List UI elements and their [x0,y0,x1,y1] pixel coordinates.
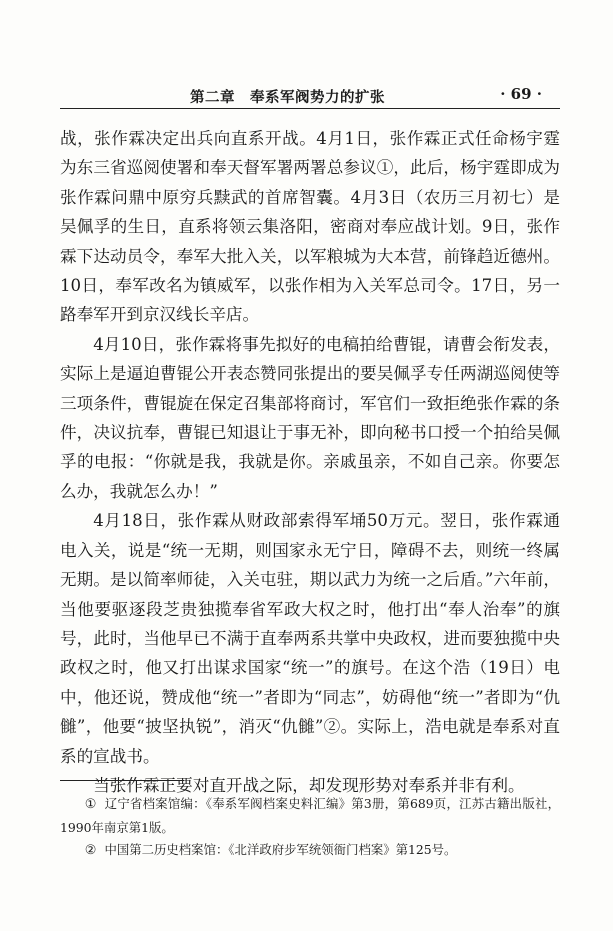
page-number: · 69 · [500,85,542,103]
footnote-2 [60,839,560,863]
paragraph-1: 战，张作霖决定出兵向直系开战。4月1日，张作霖正式任命杨宇霆为东三省巡阅使署和奉天督军署两署总参议①，此后，杨宇霆即成为张作霖问鼎中原穷兵黩武的首席智囊。4月3日（农历三月初七）是吴佩孚的生日，直系将领云集洛阳，密商对奉应战计划。9日，张作霖下达动员令，奉军大批入关，以军粮城为大本营，前锋趋近德州。10日，奉军改名为镇威军，以张作相为入关军总司令。17日，另一路奉军开到京汉线长辛店。 [60,129,560,325]
running-header [60,84,560,109]
footnote-mark: ② [84,843,97,858]
footnote-divider [60,780,184,781]
paragraph-4: 当张作霖正要对直开战之际，却发现形势对奉系并非有利。 [93,775,525,795]
footnote-text: 中国第二历史档案馆：《北洋政府步军统领衙门档案》第125号。 [104,842,457,857]
footnote-text: 辽宁省档案馆编：《奉系军阀档案史料汇编》第3册，第689页，江苏古籍出版社，1990年南京第1版。 [60,796,560,835]
body-text [60,124,560,800]
footnote-1 [60,793,560,839]
paragraph-2: 4月10日，张作霖将事先拟好的电稿拍给曹锟，请曹会衔发表，实际上是逼迫曹锟公开表态赞同张提出的要吴佩孚专任两湖巡阅使等三项条件，曹锟旋在保定召集部将商讨，军官们一致拒绝张作霖的条件，决议抗奉，曹锟已知退让于事无补，即向秘书口授一个拍给吴佩孚的电报：“你就是我，我就是你。亲戚虽亲，不如自己亲。你要怎么办，我就怎么办！” [60,334,560,501]
paragraph-3: 4月18日，张作霖从财政部索得军埇50万元。翌日，张作霖通电入关，说是“统一无期，则国家永无宁日，障碍不去，则统一终属无期。是以简率师徒，入关屯驻，期以武力为统一之后盾。”六年前，当他要驱逐段芝贵独揽奉省军政大权之时，他打出“奉人治奉”的旗号，此时，当他早已不满于直奉两系共掌中央政权，进而要独揽中央政权之时，他又打出谋求国家“统一”的旗号。在这个浩（19日）电中，他还说，赞成他“统一”者即为“同志”，妨碍他“统一”者即为“仇雠”，他要“披坚执锐”，消灭“仇雠”②。实际上，浩电就是奉系对直系的宣战书。 [60,511,560,766]
footnote-mark: ① [84,797,97,812]
chapter-title: 第二章 奉系军阀势力的扩张 [190,89,385,106]
footnotes [60,793,560,863]
